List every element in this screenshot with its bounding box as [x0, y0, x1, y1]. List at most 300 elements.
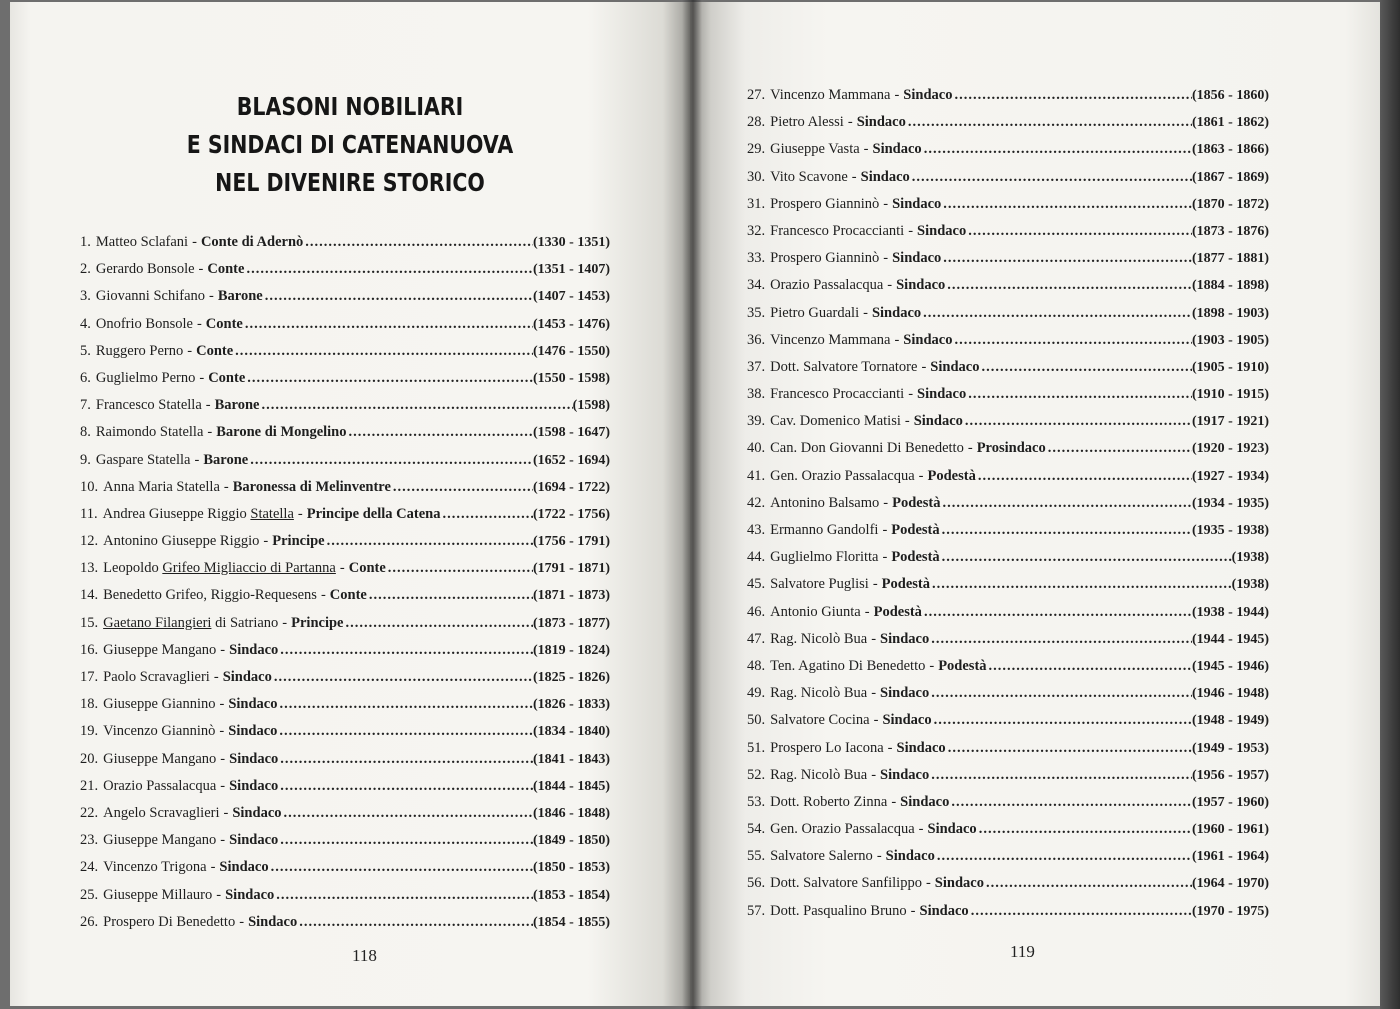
entry-separator: - — [925, 875, 931, 892]
entry-separator: - — [891, 793, 897, 810]
entry-years: (1927 - 1934) — [1192, 468, 1269, 484]
entry-name: Paolo Scravaglieri — [103, 669, 210, 685]
entry-number: 54. — [747, 821, 766, 838]
entry-years: (1694 - 1722) — [533, 479, 610, 495]
entry-separator: - — [223, 804, 229, 821]
list-item — [80, 501, 610, 528]
leader-dots — [280, 691, 534, 718]
entry-title: Sindaco — [222, 669, 272, 685]
entry-name: Salvatore Puglisi — [770, 576, 869, 593]
list-item — [80, 800, 610, 827]
entry-number: 39. — [747, 413, 766, 430]
entry-title: Sindaco — [880, 766, 930, 783]
list-item — [80, 474, 610, 501]
entry-separator: - — [883, 250, 889, 267]
entry-number: 10. — [80, 478, 99, 495]
list-item — [747, 626, 1269, 653]
entry-separator: - — [883, 195, 889, 212]
leader-dots — [981, 354, 1192, 381]
entry-number: 27. — [747, 87, 766, 103]
entry-number: 47. — [747, 630, 766, 647]
entry-years: (1850 - 1853) — [533, 860, 610, 876]
entry-years: (1938) — [1231, 550, 1269, 566]
entry-name: Matteo Sclafani — [95, 234, 189, 250]
entry-name: Prospero Lo Iacona — [770, 739, 884, 756]
page-number: 118 — [352, 946, 377, 965]
entry-number: 5. — [80, 342, 91, 359]
entry-name: Giuseppe Giannino — [103, 696, 216, 713]
entry-years: (1961 - 1964) — [1192, 849, 1269, 865]
entry-separator: - — [921, 358, 927, 375]
entry-title: Conte di Adernò — [200, 234, 304, 250]
entry-years: (1598 - 1647) — [533, 425, 610, 441]
leader-dots — [327, 528, 533, 555]
entry-number: 34. — [747, 277, 766, 294]
entry-separator: - — [220, 832, 226, 849]
entry-number: 49. — [747, 685, 766, 702]
leader-dots — [369, 582, 533, 609]
entry-number: 44. — [747, 549, 766, 566]
entry-years: (1826 - 1833) — [533, 697, 610, 713]
entry-years: (1849 - 1850) — [533, 833, 610, 849]
leader-dots — [271, 854, 533, 881]
entry-title: Sindaco — [880, 685, 930, 702]
leader-dots — [942, 490, 1192, 517]
list-item — [747, 843, 1269, 870]
entry-name: Ermanno Gandolfi — [770, 522, 879, 538]
entry-title: Conte — [205, 315, 243, 332]
leader-dots — [931, 762, 1192, 789]
entry-number: 14. — [80, 587, 99, 604]
entry-number: 41. — [747, 467, 766, 484]
entry-separator: - — [894, 87, 900, 103]
list-item — [747, 136, 1269, 163]
entry-number: 36. — [747, 331, 766, 348]
entry-title: Sindaco — [896, 277, 946, 294]
entry-separator: - — [967, 440, 973, 457]
entry-title: Podestà — [891, 522, 940, 538]
entry-title: Sindaco — [225, 886, 275, 903]
entry-years: (1791 - 1871) — [533, 561, 610, 577]
entry-number: 31. — [747, 195, 766, 212]
entry-number: 2. — [80, 261, 91, 278]
title-line: E SINDACI DI CATENANUOVA — [186, 130, 514, 159]
entry-separator: - — [213, 669, 219, 685]
list-item — [80, 773, 610, 800]
entry-name: di Satriano — [215, 614, 279, 631]
list-item — [747, 735, 1269, 762]
list-item — [747, 544, 1269, 571]
entry-name: Prospero Di Benedetto — [103, 913, 236, 930]
leader-dots — [346, 610, 534, 637]
entry-years: (1948 - 1949) — [1192, 713, 1269, 729]
list-item — [80, 882, 610, 909]
entry-name-underlined: Statella — [250, 505, 294, 522]
entry-title: Sindaco — [248, 913, 298, 930]
entry-separator: - — [882, 522, 888, 538]
list-item — [747, 164, 1269, 191]
entry-name: Anna Maria Statella — [103, 478, 220, 495]
entry-number: 22. — [80, 804, 99, 821]
entry-title: Sindaco — [913, 413, 963, 430]
entry-years: (1877 - 1881) — [1192, 251, 1269, 267]
entry-title: Sindaco — [882, 712, 932, 729]
entry-title: Sindaco — [919, 902, 969, 919]
entry-number: 56. — [747, 875, 766, 892]
entry-title: Sindaco — [892, 195, 942, 212]
entry-name: Gerardo Bonsole — [95, 261, 195, 278]
entry-years: (1756 - 1791) — [533, 534, 610, 550]
leader-dots — [349, 419, 534, 446]
leader-dots — [947, 272, 1192, 299]
entry-title: Sindaco — [917, 386, 967, 403]
entry-title: Principe — [272, 533, 325, 550]
list-item — [747, 300, 1269, 327]
entry-separator: - — [220, 750, 226, 767]
entry-years: (1949 - 1953) — [1192, 740, 1269, 756]
entry-number: 55. — [747, 848, 766, 865]
leader-dots — [948, 735, 1192, 762]
entry-separator: - — [263, 533, 269, 550]
entry-number: 50. — [747, 712, 766, 729]
entry-title: Sindaco — [860, 168, 910, 185]
entry-name: Vincenzo Gianninò — [103, 723, 216, 740]
entry-years: (1938 - 1944) — [1192, 604, 1269, 620]
entry-separator: - — [918, 467, 924, 484]
title-line: NEL DIVENIRE STORICO — [215, 168, 485, 197]
entry-years: (1867 - 1869) — [1192, 169, 1269, 185]
entry-name: Gen. Orazio Passalacqua — [770, 467, 915, 484]
entry-title: Podestà — [892, 494, 941, 511]
list-item — [747, 191, 1269, 218]
entry-years: (1598) — [572, 398, 610, 414]
entry-name: Orazio Passalacqua — [770, 277, 884, 294]
entry-title: Conte — [196, 342, 234, 359]
entry-years: (1330 - 1351) — [533, 235, 610, 250]
entry-years: (1903 - 1905) — [1192, 332, 1269, 348]
entry-number: 48. — [747, 657, 766, 674]
leader-dots — [279, 718, 533, 745]
entry-number: 1. — [80, 234, 91, 250]
entry-number: 26. — [80, 913, 99, 930]
entry-number: 9. — [80, 451, 91, 468]
entry-separator: - — [871, 630, 877, 647]
entry-title: Principe — [291, 614, 344, 631]
entry-title: Baronessa di Melinventre — [232, 478, 391, 495]
entry-separator: - — [210, 859, 216, 876]
entry-title: Sindaco — [872, 141, 922, 158]
list-item — [747, 354, 1269, 381]
entry-separator: - — [219, 723, 225, 740]
entry-name: Francesco Procaccianti — [770, 222, 905, 239]
entry-name: Ten. Agatino Di Benedetto — [770, 657, 926, 674]
entry-number: 40. — [747, 440, 766, 457]
entry-title: Sindaco — [229, 641, 279, 658]
list-item — [747, 789, 1269, 816]
entry-separator: - — [297, 505, 303, 522]
entry-years: (1351 - 1407) — [533, 262, 610, 278]
entry-years: (1870 - 1872) — [1192, 196, 1269, 212]
entry-name: Vincenzo Mammana — [770, 331, 891, 348]
entry-separator: - — [219, 696, 225, 713]
entry-separator: - — [887, 739, 893, 756]
leader-dots — [274, 664, 533, 691]
entry-separator: - — [239, 913, 245, 930]
list-item — [80, 582, 610, 609]
entry-list-right — [747, 82, 1269, 925]
leader-dots — [934, 707, 1192, 734]
entry-name: Giovanni Schifano — [95, 288, 206, 305]
entry-name-underlined: Gaetano Filangieri — [103, 614, 212, 631]
list-item — [80, 311, 610, 338]
entry-separator: - — [194, 451, 200, 468]
leader-dots — [942, 544, 1232, 571]
entry-name: Dott. Roberto Zinna — [770, 793, 888, 810]
entry-name: Vito Scavone — [770, 168, 848, 185]
entry-title: Sindaco — [896, 739, 946, 756]
list-item — [747, 762, 1269, 789]
list-item — [747, 327, 1269, 354]
leader-dots — [1048, 435, 1192, 462]
entry-number: 51. — [747, 739, 766, 756]
entry-name: Guglielmo Perno — [95, 369, 196, 386]
entry-number: 30. — [747, 168, 766, 185]
entry-number: 23. — [80, 832, 99, 849]
entry-separator: - — [851, 168, 857, 185]
entry-years: (1863 - 1866) — [1192, 142, 1269, 158]
list-item — [80, 555, 610, 582]
entry-title: Podestà — [927, 467, 976, 484]
entry-separator: - — [908, 222, 914, 239]
entry-name: Dott. Salvatore Sanfilippo — [770, 875, 922, 892]
entry-title: Podestà — [881, 576, 930, 593]
leader-dots — [943, 191, 1192, 218]
leader-dots — [247, 365, 533, 392]
entry-title: Sindaco — [229, 750, 279, 767]
entry-title: Podestà — [938, 657, 987, 674]
leader-dots — [986, 870, 1192, 897]
entry-years: (1957 - 1960) — [1192, 794, 1269, 810]
entry-separator: - — [220, 641, 226, 658]
list-item — [747, 571, 1269, 598]
entry-years: (1934 - 1935) — [1192, 495, 1269, 511]
entry-separator: - — [205, 397, 211, 414]
entry-separator: - — [847, 114, 853, 131]
entry-name: Antonino Giuseppe Riggio — [103, 533, 260, 550]
entry-title: Podestà — [891, 549, 940, 566]
entry-separator: - — [864, 603, 870, 620]
list-item — [80, 909, 610, 936]
leader-dots — [250, 447, 533, 474]
entry-name: Can. Don Giovanni Di Benedetto — [770, 440, 964, 457]
left-page — [10, 2, 690, 1006]
entry-title: Sindaco — [229, 832, 279, 849]
entry-years: (1841 - 1843) — [533, 751, 610, 767]
list-item — [80, 419, 610, 446]
entry-name: Guglielmo Floritta — [770, 549, 879, 566]
entry-separator: - — [282, 614, 288, 631]
list-item — [80, 854, 610, 881]
entry-number: 18. — [80, 696, 99, 713]
list-item — [80, 229, 610, 256]
entry-separator: - — [871, 685, 877, 702]
list-item — [80, 392, 610, 419]
leader-dots — [937, 843, 1192, 870]
entry-years: (1652 - 1694) — [533, 452, 610, 468]
entry-number: 6. — [80, 369, 91, 386]
entry-title: Sindaco — [903, 331, 953, 348]
entry-title: Conte — [207, 261, 245, 278]
leader-dots — [388, 555, 533, 582]
entry-title: Sindaco — [900, 793, 950, 810]
leader-dots — [931, 680, 1192, 707]
leader-dots — [942, 517, 1192, 544]
entry-title: Sindaco — [228, 723, 278, 740]
entry-number: 37. — [747, 358, 766, 375]
list-item — [747, 272, 1269, 299]
entry-separator: - — [216, 886, 222, 903]
entry-name: Salvatore Cocina — [770, 712, 870, 729]
entry-name: Prospero Gianninò — [770, 195, 880, 212]
leader-dots — [978, 463, 1192, 490]
entry-separator: - — [220, 777, 226, 794]
entry-years: (1722 - 1756) — [533, 506, 610, 522]
entry-name: Giuseppe Mangano — [103, 750, 217, 767]
list-item — [80, 447, 610, 474]
list-item — [747, 245, 1269, 272]
entry-title: Podestà — [873, 603, 922, 620]
entry-name: Giuseppe Vasta — [770, 141, 860, 158]
list-item — [80, 664, 610, 691]
entry-separator: - — [209, 288, 214, 305]
list-item — [747, 816, 1269, 843]
entry-name: Pietro Alessi — [770, 114, 844, 131]
entry-separator: - — [894, 331, 900, 348]
entry-separator: - — [876, 848, 882, 865]
entry-title: Conte — [348, 560, 386, 577]
entry-name: Leopoldo — [103, 560, 159, 577]
leader-dots — [265, 283, 533, 310]
leader-dots — [235, 338, 533, 365]
entry-title: Sindaco — [903, 87, 953, 103]
entry-title: Sindaco — [892, 250, 942, 267]
page-number: 119 — [1010, 942, 1035, 961]
entry-separator: - — [873, 712, 879, 729]
entry-list-left — [80, 229, 610, 936]
list-item — [747, 408, 1269, 435]
leader-dots — [989, 653, 1192, 680]
entry-separator: - — [904, 413, 910, 430]
entry-years: (1964 - 1970) — [1192, 876, 1269, 892]
list-item — [747, 870, 1269, 897]
entry-name: Angelo Scravaglieri — [103, 804, 220, 821]
entry-number: 38. — [747, 386, 766, 403]
entry-separator: - — [196, 315, 202, 332]
list-item — [747, 490, 1269, 517]
entry-name: Ruggero Perno — [95, 342, 184, 359]
leader-dots — [968, 381, 1192, 408]
entry-years: (1825 - 1826) — [533, 670, 610, 685]
leader-dots — [908, 109, 1192, 136]
entry-years: (1945 - 1946) — [1192, 658, 1269, 674]
page-title — [71, 88, 629, 202]
entry-number: 19. — [80, 723, 99, 740]
entry-number: 25. — [80, 886, 99, 903]
leader-dots — [280, 773, 533, 800]
entry-number: 52. — [747, 766, 766, 783]
entry-number: 7. — [80, 397, 91, 414]
entry-name: Orazio Passalacqua — [103, 777, 217, 794]
entry-separator: - — [187, 342, 193, 359]
entry-years: (1938) — [1231, 577, 1269, 593]
leader-dots — [931, 626, 1192, 653]
right-page — [690, 2, 1380, 1006]
leader-dots — [442, 501, 533, 528]
entry-name: Antonino Balsamo — [770, 494, 880, 511]
leader-dots — [951, 789, 1192, 816]
entry-separator: - — [908, 386, 914, 403]
entry-name: Gaspare Statella — [95, 451, 191, 468]
entry-title: Conte — [329, 587, 367, 604]
entry-years: (1873 - 1877) — [533, 615, 610, 631]
entry-years: (1920 - 1923) — [1192, 441, 1269, 457]
entry-name: Vincenzo Trigona — [103, 859, 207, 876]
entry-title: Sindaco — [917, 222, 967, 239]
list-item — [80, 283, 610, 310]
entry-number: 20. — [80, 750, 99, 767]
entry-number: 28. — [747, 114, 766, 131]
entry-years: (1871 - 1873) — [533, 588, 610, 604]
entry-name-underlined: Grifeo Migliaccio di Partanna — [162, 560, 336, 577]
entry-years: (1819 - 1824) — [533, 642, 610, 658]
entry-separator: - — [198, 261, 204, 278]
entry-title: Barone — [214, 397, 260, 414]
entry-name: Andrea Giuseppe Riggio — [102, 505, 247, 522]
entry-number: 12. — [80, 533, 99, 550]
entry-years: (1407 - 1453) — [533, 289, 610, 305]
book-spine — [682, 0, 702, 1009]
entry-separator: - — [918, 821, 924, 838]
entry-separator: - — [339, 560, 345, 577]
entry-number: 32. — [747, 222, 766, 239]
entry-number: 17. — [80, 669, 99, 685]
leader-dots — [305, 229, 533, 256]
entry-title: Sindaco — [880, 630, 930, 647]
leader-dots — [954, 327, 1192, 354]
entry-years: (1476 - 1550) — [533, 343, 610, 359]
scan-edge — [1380, 0, 1400, 1009]
leader-dots — [924, 599, 1192, 626]
entry-years: (1853 - 1854) — [533, 887, 610, 903]
entry-name: Antonio Giunta — [770, 603, 861, 620]
entry-years: (1550 - 1598) — [533, 370, 610, 386]
entry-separator: - — [871, 766, 877, 783]
entry-number: 43. — [747, 522, 766, 538]
entry-years: (1884 - 1898) — [1192, 278, 1269, 294]
entry-number: 29. — [747, 141, 766, 158]
list-item — [747, 218, 1269, 245]
entry-title: Sindaco — [856, 114, 906, 131]
entry-separator: - — [883, 494, 889, 511]
leader-dots — [954, 82, 1192, 109]
leader-dots — [280, 637, 533, 664]
entry-title: Sindaco — [229, 777, 279, 794]
entry-separator: - — [929, 657, 935, 674]
entry-name: Onofrio Bonsole — [95, 315, 193, 332]
entry-years: (1905 - 1910) — [1192, 359, 1269, 375]
entry-title: Sindaco — [930, 358, 980, 375]
entry-name: Prospero Gianninò — [770, 250, 880, 267]
